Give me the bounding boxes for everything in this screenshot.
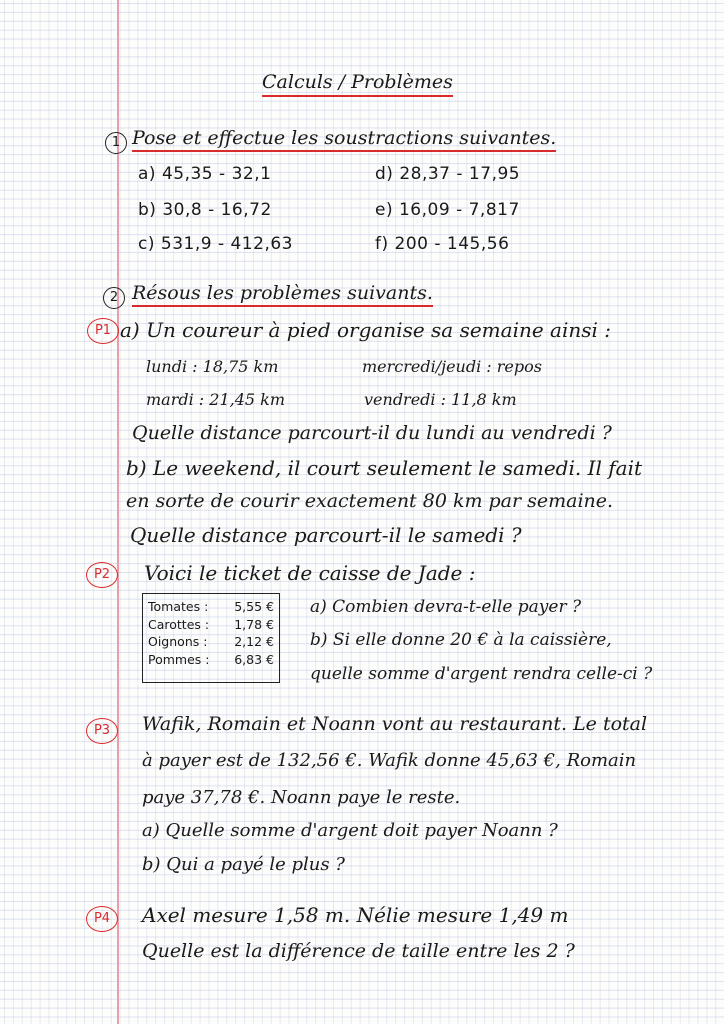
section-1-number: 1	[105, 132, 127, 154]
receipt-row	[148, 651, 274, 669]
p2-question-b-line2: quelle somme d'argent rendra celle-ci ?	[310, 664, 653, 684]
exercise-a: a) 45,35 - 32,1	[138, 164, 272, 184]
exercise-c: c) 531,9 - 412,63	[138, 234, 293, 254]
p1-lundi: lundi : 18,75 km	[146, 357, 279, 376]
p4-line1: Axel mesure 1,58 m. Nélie mesure 1,49 m	[142, 903, 569, 927]
page-title: Calculs / Problèmes	[262, 71, 453, 97]
receipt-price: 6,83 €	[234, 651, 274, 667]
problem-2-badge: P2	[86, 562, 118, 588]
p2-question-b-line1: b) Si elle donne 20 € à la caissière,	[310, 630, 612, 650]
p1-question-b-line1: b) Le weekend, il court seulement le samedi. Il fait	[126, 456, 643, 480]
p1-question-a-text: Quelle distance parcourt-il du lundi au vendredi ?	[132, 422, 612, 444]
p3-line2: à payer est de 132,56 €. Wafik donne 45,63 €, Romain	[142, 750, 637, 771]
receipt-row	[148, 633, 274, 651]
p1-question-b-line2: en sorte de courir exactement 80 km par semaine.	[126, 490, 614, 512]
receipt-price: 1,78 €	[234, 616, 274, 632]
exercise-e: e) 16,09 - 7,817	[375, 200, 520, 220]
receipt-price: 2,12 €	[234, 634, 274, 649]
receipt-item: Tomates :	[148, 599, 209, 614]
p2-question-a: a) Combien devra-t-elle payer ?	[310, 597, 582, 617]
p1-question-b-line3: Quelle distance parcourt-il le samedi ?	[130, 523, 522, 547]
p3-line3: paye 37,78 €. Noann paye le reste.	[142, 787, 461, 808]
receipt-item: Pommes :	[148, 651, 210, 667]
p3-question-b: b) Qui a payé le plus ?	[142, 854, 345, 875]
p3-line1: Wafik, Romain et Noann vont au restaurant. Le total	[142, 713, 648, 735]
receipt-price: 5,55 €	[234, 599, 274, 614]
p1-mercredi-jeudi: mercredi/jeudi : repos	[362, 357, 542, 376]
exercise-d: d) 28,37 - 17,95	[375, 164, 521, 184]
receipt-row	[148, 598, 274, 616]
p1-vendredi: vendredi : 11,8 km	[364, 390, 517, 409]
problem-4-badge: P4	[86, 906, 118, 932]
receipt-item: Carottes :	[148, 616, 210, 632]
receipt-item: Oignons :	[148, 634, 208, 649]
section-2-heading: Résous les problèmes suivants.	[132, 282, 433, 307]
p1-mardi: mardi : 21,45 km	[146, 390, 286, 409]
p3-question-a: a) Quelle somme d'argent doit payer Noann ?	[142, 820, 558, 841]
section-2-number: 2	[103, 287, 125, 309]
problem-3-badge: P3	[86, 718, 118, 744]
p2-intro: Voici le ticket de caisse de Jade :	[144, 561, 476, 585]
problem-1-badge: P1	[87, 318, 119, 344]
section-1-heading: Pose et effectue les soustractions suivantes.	[132, 127, 556, 152]
p4-line2: Quelle est la différence de taille entre les 2 ?	[142, 940, 575, 962]
p1-question-a: a) Un coureur à pied organise sa semaine ainsi :	[120, 318, 611, 342]
exercise-f: f) 200 - 145,56	[375, 234, 510, 254]
exercise-b: b) 30,8 - 16,72	[138, 200, 272, 220]
receipt-box	[142, 593, 280, 683]
receipt-row	[148, 616, 274, 634]
